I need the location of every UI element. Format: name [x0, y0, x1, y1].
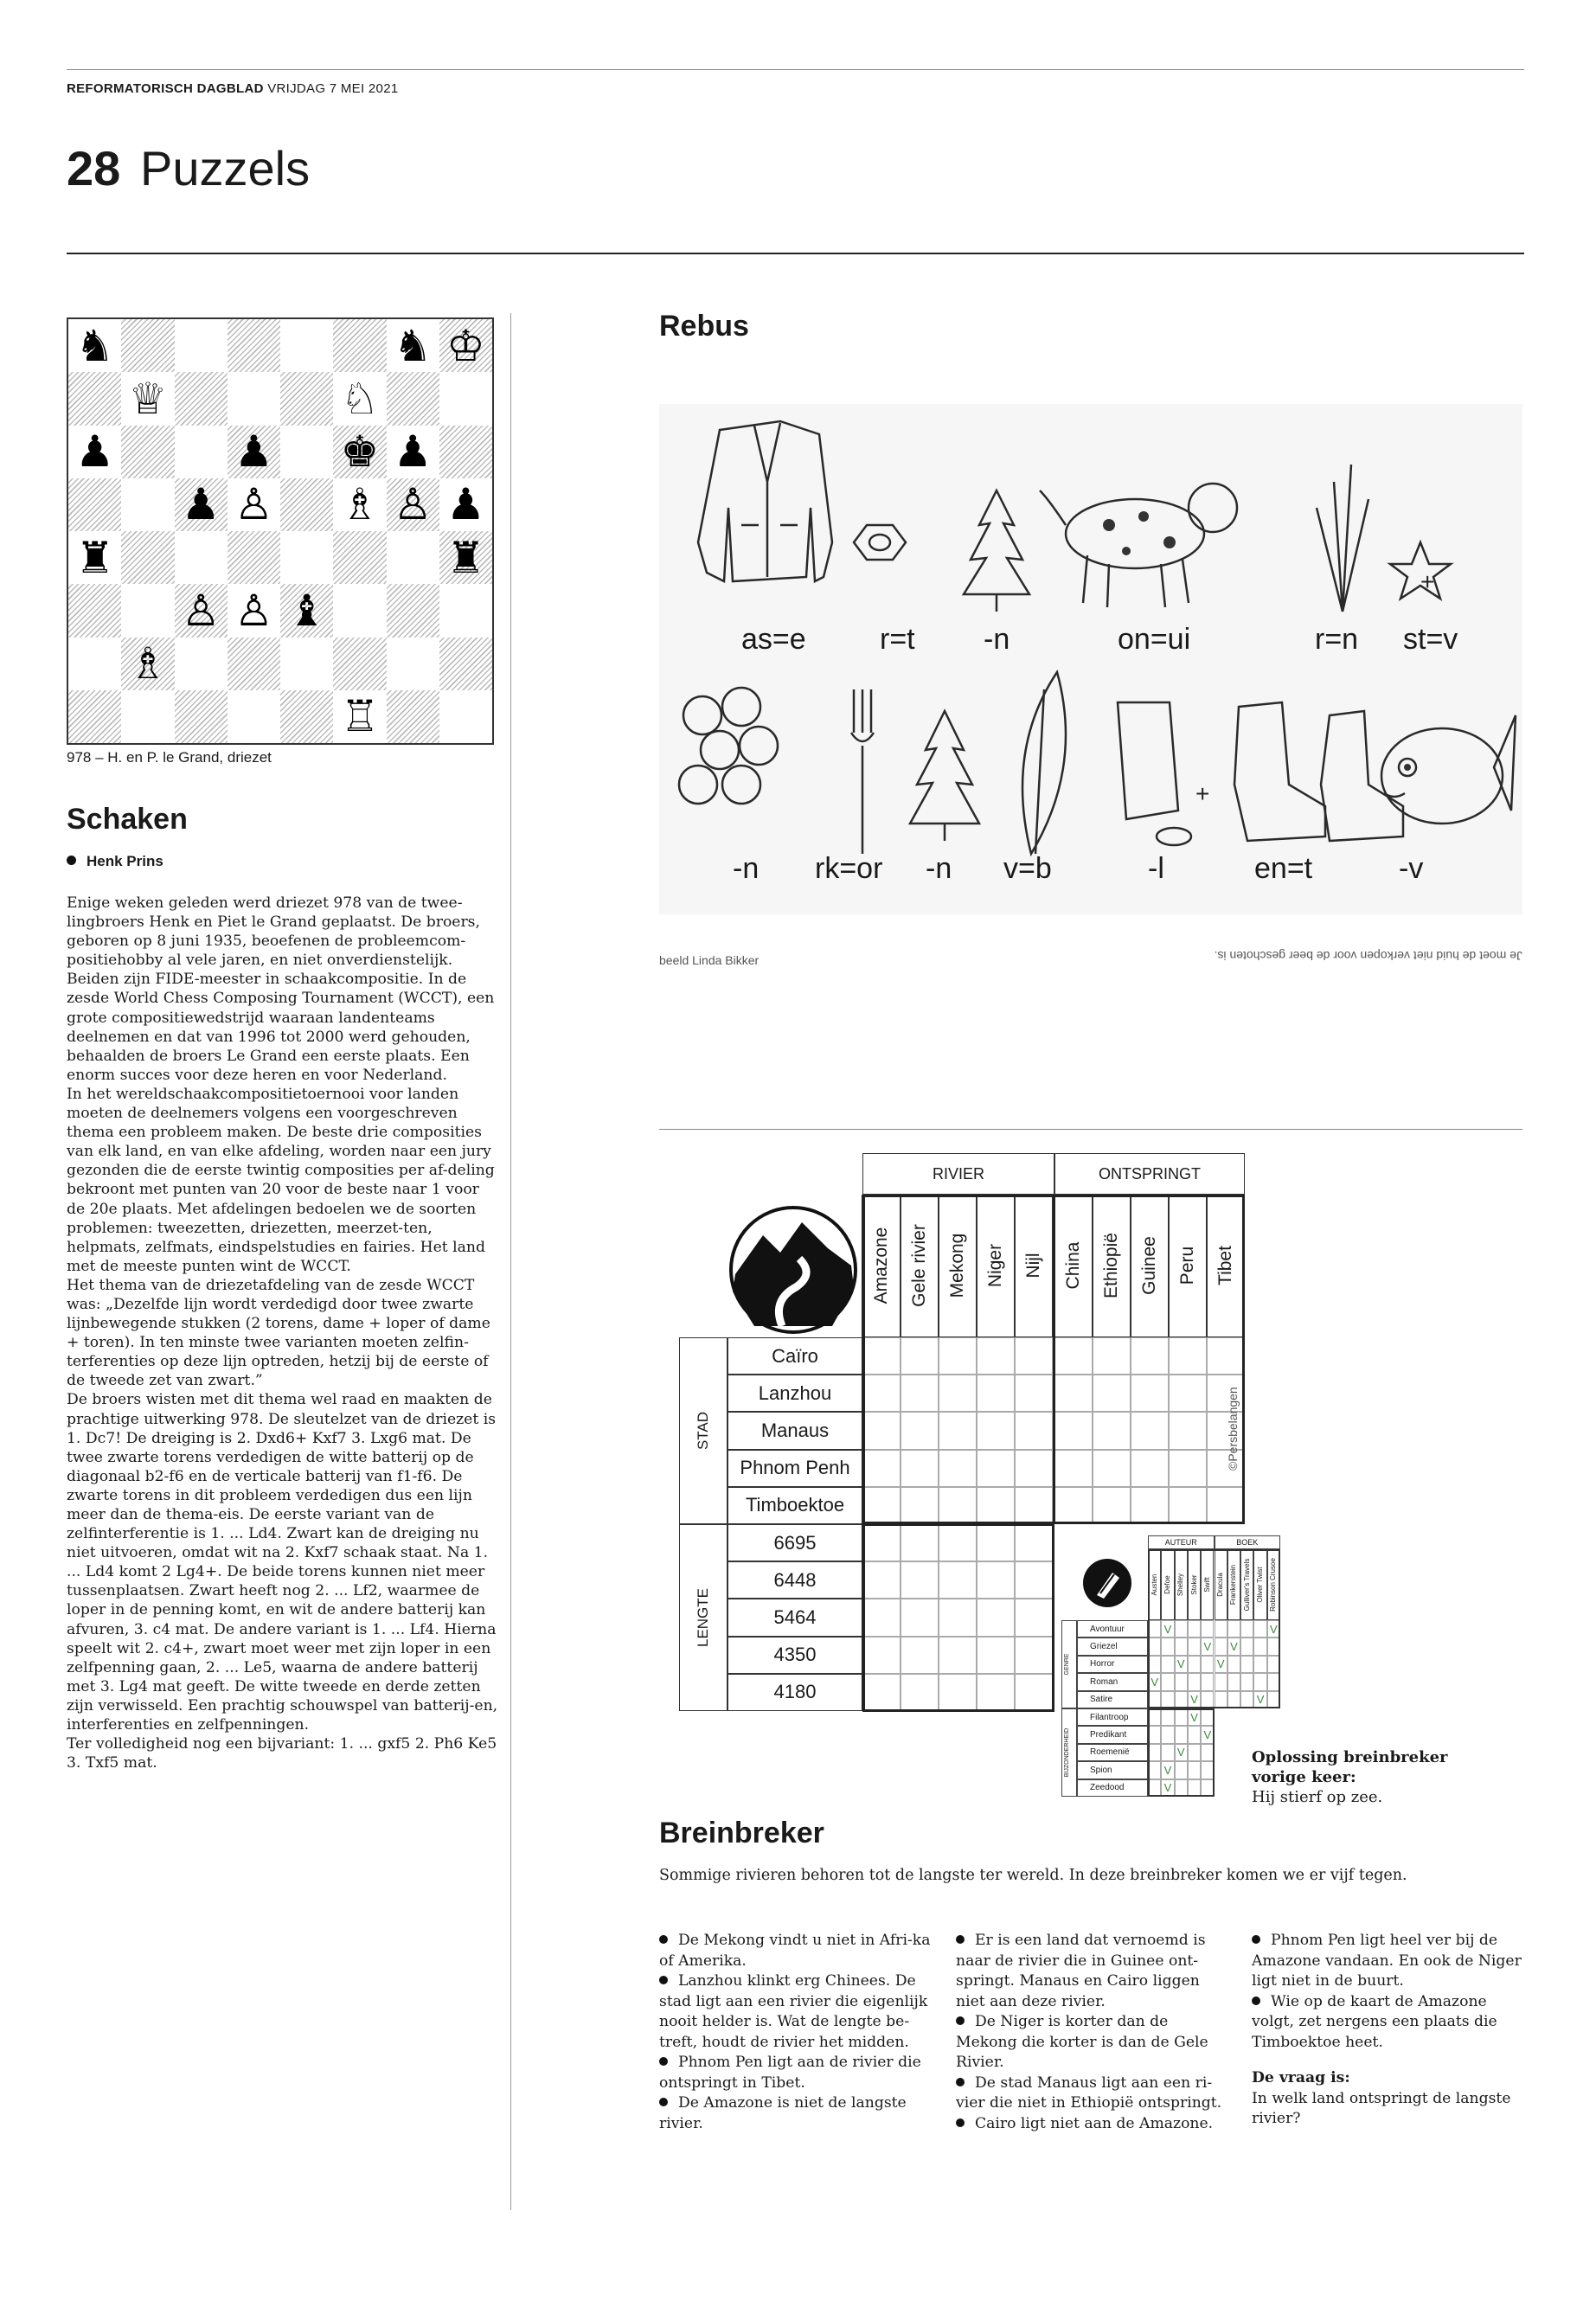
copyright-label: ©Persbelangen — [1226, 1387, 1240, 1471]
chess-piece: ♙ — [234, 479, 273, 530]
chess-square — [333, 319, 386, 372]
column-label: Nijl — [1023, 1253, 1043, 1279]
rebus-credit: beeld Linda Bikker — [659, 953, 760, 967]
rebus-plus: + — [1420, 568, 1435, 595]
chess-square — [228, 638, 280, 690]
column-label: Oliver Twist — [1256, 1567, 1265, 1603]
grid-border — [862, 1523, 1054, 1712]
row-label: Zeedood — [1077, 1779, 1148, 1797]
grid-cell: V — [1175, 1656, 1188, 1673]
chess-piece: ♞ — [75, 320, 115, 371]
column-label: Gele rivier — [909, 1224, 929, 1307]
chess-square — [175, 319, 228, 372]
chess-square — [439, 690, 492, 743]
chess-square — [68, 638, 121, 690]
issue-date: VRIJDAG 7 MEI 2021 — [267, 81, 399, 96]
row-label: Horror — [1077, 1656, 1148, 1673]
chess-square — [175, 531, 228, 584]
rebus-plus: + — [1195, 780, 1210, 807]
rebus-hint: rk=or — [815, 852, 883, 885]
author-name: Henk Prins — [87, 853, 163, 869]
bullet-icon — [1252, 1997, 1260, 2005]
paper-name: REFORMATORISCH DAGBLAD — [67, 81, 264, 96]
article-paragraph: Enige weken geleden werd driezet 978 van de twee-lingbroers Henk en Piet le Grand geplaatst. De broers, geboren op 8 juni 1935, beoefenen de probleemcom-positiehobby al vele jaren, en niet onverdienstelijk. Beiden zijn FIDE-meester in schaakcompositie. In de zesde World Chess Composing Tournament (WCCT), een grote compositiewedstrijd waaraan landenteams deelnemen en dat van 1996 tot 2000 werd gehouden, behaalden de broers Le Grand een eerste plaats. Een enorm succes voor deze heren en voor Nederland. — [67, 894, 495, 1084]
chess-square — [228, 319, 280, 372]
clue-text: De stad Manaus ligt aan een ri-vier die niet in Ethiopië ontspringt. — [956, 2073, 1222, 2112]
chess-square — [439, 584, 492, 637]
chess-piece: ♙ — [234, 585, 273, 636]
chess-piece: ♟ — [75, 426, 115, 478]
chess-square — [175, 638, 228, 690]
tree-drawing — [910, 711, 979, 841]
column-label: Peru — [1177, 1246, 1197, 1285]
row-label: Satire — [1077, 1691, 1148, 1708]
clue — [956, 2114, 1231, 2135]
bullet-icon — [956, 2078, 965, 2086]
chess-piece: ♞ — [393, 320, 433, 371]
chess-square — [228, 372, 280, 425]
bullet-icon — [956, 2016, 965, 2025]
chess-square — [387, 372, 439, 425]
group-header: BOEK — [1215, 1535, 1281, 1549]
clue-text: Phnom Pen ligt heel ver bij de Amazone vandaan. En ook de Niger ligt niet in de buurt. — [1252, 1932, 1522, 1990]
clue-text: De Mekong vindt u niet in Afri-ka of Amerika. — [659, 1932, 931, 1970]
grid-cell: V — [1188, 1691, 1201, 1708]
rebus-hint: -n — [926, 852, 952, 885]
pen-logo-icon — [1081, 1557, 1133, 1609]
chess-square — [175, 372, 228, 425]
column-label: Amazone — [871, 1227, 891, 1304]
chess-article — [67, 894, 499, 1772]
chess-piece: ♟ — [445, 479, 485, 530]
column-label: China — [1063, 1241, 1083, 1290]
grid-cell: V — [1148, 1673, 1161, 1690]
chess-square — [68, 690, 121, 743]
chess-square — [68, 584, 121, 637]
previous-solution — [1252, 1747, 1511, 1807]
chess-square — [280, 372, 333, 425]
bullet-icon — [659, 2057, 668, 2066]
top-rule — [67, 69, 1524, 70]
row-label: 4180 — [727, 1674, 862, 1711]
chess-square — [387, 584, 439, 637]
fish-drawing — [1381, 715, 1516, 824]
clue-text: Er is een land dat vernoemd is naar de rivier die in Guinee ont-springt. Manaus en Cairo liggen niet aan deze rivier. — [956, 1932, 1206, 2010]
rebus-title: Rebus — [659, 310, 749, 343]
nut-drawing — [854, 525, 906, 560]
chess-square — [280, 638, 333, 690]
column-label: Austen — [1150, 1574, 1158, 1596]
rebus-hint: r=n — [1315, 623, 1359, 656]
chess-piece: ♗ — [121, 638, 174, 690]
chess-square — [228, 531, 280, 584]
page-number: 28 — [67, 141, 121, 195]
chess-board — [67, 317, 494, 745]
grid-border — [1148, 1708, 1215, 1797]
row-label: Phnom Penh — [727, 1450, 862, 1487]
rebus-hint: v=b — [1003, 852, 1052, 885]
bullet-icon — [659, 2098, 668, 2106]
coat-drawing — [698, 421, 832, 581]
chess-square — [280, 478, 333, 531]
tube-drawing — [1118, 702, 1191, 845]
buttons-drawing — [679, 688, 778, 804]
solution-title: Oplossing breinbreker — [1252, 1748, 1448, 1766]
header-rule — [67, 253, 1524, 254]
rebus-hint: st=v — [1403, 623, 1458, 656]
article-paragraph: In het wereldschaakcompositietoernooi voor landen moeten de deelnemers volgens een voorgeschreven thema een probleem maken. De beste drie composities van elk land, en van elke afdeling, worden naar een jury gezonden die de eerste twintig composities per af-deling bekroont met punten van 20 voor de beste naar 1 voor de 20e plaats. Met afdelingen bedoelen we de soorten problemen: tweezetten, driezetten, meerzet-ten, helpmats, zelfmats, eindspelstudies en fairies. Het land met de meeste punten wint de WCCT. — [67, 1085, 495, 1275]
chess-square — [439, 638, 492, 690]
question-label-text: De vraag is: — [1252, 2069, 1350, 2086]
clues-column-1 — [659, 1931, 934, 2134]
row-label: 6448 — [727, 1561, 862, 1599]
chess-square — [439, 372, 492, 425]
row-group-label: LENGTE — [695, 1587, 711, 1648]
row-label: Predikant — [1077, 1726, 1148, 1743]
column-label: Shelley — [1176, 1573, 1185, 1597]
rebus-hint: on=ui — [1118, 623, 1191, 656]
rebus-hint: -l — [1148, 852, 1164, 885]
clue — [956, 1931, 1231, 2012]
rebus-hint: as=e — [741, 623, 806, 656]
row-label: Avontuur — [1077, 1620, 1148, 1638]
chess-piece: ♜ — [439, 531, 492, 584]
chess-square — [68, 478, 121, 531]
row-label: Filantroop — [1077, 1708, 1148, 1726]
chess-square — [280, 690, 333, 743]
chess-square — [333, 531, 386, 584]
row-group-label: GENRE — [1064, 1653, 1070, 1676]
row-label: Roemenië — [1077, 1744, 1148, 1761]
grid-cell: V — [1161, 1620, 1174, 1638]
author-line — [67, 853, 163, 870]
column-label: Mekong — [947, 1233, 967, 1298]
chess-square — [387, 638, 439, 690]
row-group-label: BIJZONDERHEID — [1064, 1727, 1070, 1778]
row-label: Roman — [1077, 1673, 1148, 1690]
grid-cell: V — [1215, 1656, 1227, 1673]
column-label: Defoe — [1163, 1575, 1171, 1594]
clue-text: Cairo ligt niet aan de Amazone. — [975, 2114, 1214, 2132]
row-label: 5464 — [727, 1599, 862, 1636]
chess-piece: ♜ — [75, 532, 115, 583]
section-rule — [659, 1129, 1522, 1130]
chess-piece: ♟ — [175, 478, 228, 531]
tree-drawing — [964, 490, 1029, 612]
bullet-icon — [1252, 1935, 1260, 1944]
clue — [659, 1931, 934, 1971]
row-label: Manaus — [727, 1412, 862, 1449]
bullet-icon — [659, 1976, 668, 1984]
column-label: Tibet — [1215, 1246, 1235, 1285]
clue-text: De Amazone is niet de langste rivier. — [659, 2094, 907, 2132]
solution-text: Hij stierf op zee. — [1252, 1788, 1383, 1806]
schaken-title: Schaken — [67, 803, 188, 836]
chess-square — [121, 531, 174, 584]
chess-piece: ♝ — [280, 584, 333, 637]
article-paragraph: Het thema van de driezetafdeling van de zesde WCCT was: „Dezelfde lijn wordt verdedigd door twee zwarte lijnbewegende stukken (2 torens, dame + loper of dame + toren). In ten minste twee varianten moeten zelfin-terferenties op deze lijn optreden, hetzij bij de eerste of de tweede zet van zwart.” — [67, 1276, 490, 1390]
chess-square — [387, 690, 439, 743]
chess-square — [228, 690, 280, 743]
column-label: Robinson Crusoe — [1269, 1558, 1278, 1612]
reed-drawing — [1317, 465, 1368, 612]
chess-square — [280, 426, 333, 478]
bullet-icon — [659, 1935, 668, 1944]
chess-square — [121, 319, 174, 372]
row-label: Lanzhou — [727, 1375, 862, 1412]
question-text: In welk land ontspringt de langste rivier? — [1252, 2089, 1511, 2127]
chess-caption: 978 – H. en P. le Grand, driezet — [67, 749, 272, 766]
fork-drawing — [851, 689, 874, 854]
clue — [1252, 1992, 1527, 2054]
clue-text: De Niger is korter dan de Mekong die korter is dan de Gele Rivier. — [956, 2013, 1208, 2071]
row-label: Timboektoe — [727, 1487, 862, 1524]
chess-square — [121, 478, 174, 531]
rebus-hint: -n — [984, 623, 1010, 656]
chess-square — [68, 372, 121, 425]
grid-cell: V — [1188, 1708, 1201, 1726]
section-title: Puzzels — [140, 141, 311, 195]
grid-cell: V — [1267, 1620, 1280, 1638]
chess-piece: ♟ — [228, 426, 280, 478]
group-header: RIVIER — [862, 1153, 1054, 1195]
rebus-hint: r=t — [880, 623, 915, 656]
grid-border — [1148, 1549, 1280, 1708]
breinbreker-intro: Sommige rivieren behoren tot de langste ter wereld. In deze breinbreker komen we er vijf tegen. — [659, 1867, 1407, 1884]
chess-square — [333, 584, 386, 637]
dog-drawing — [1040, 484, 1237, 607]
column-label: Ethiopië — [1101, 1233, 1121, 1298]
chess-square — [280, 319, 333, 372]
rebus-solution-upside-down: Je moet de huid niet verkopen voor de beer geschoten is. — [1214, 949, 1522, 963]
chess-piece: ♔ — [439, 319, 492, 372]
chess-square — [175, 426, 228, 478]
row-label: Spion — [1077, 1761, 1148, 1779]
grid-border — [1053, 1195, 1055, 1524]
clue — [659, 2053, 934, 2093]
breinbreker-title: Breinbreker — [659, 1817, 824, 1849]
grid-cell: V — [1201, 1726, 1214, 1743]
chess-piece: ♗ — [340, 479, 380, 530]
chess-piece: ♖ — [340, 691, 380, 742]
bullet-icon — [956, 2118, 965, 2127]
row-group-label: STAD — [695, 1411, 711, 1451]
chess-square — [121, 690, 174, 743]
rebus-hint: en=t — [1254, 852, 1313, 885]
clue — [659, 1971, 934, 2053]
chess-square — [333, 638, 386, 690]
grid-cell: V — [1253, 1691, 1266, 1708]
row-label: Caïro — [727, 1337, 862, 1375]
chess-piece: ♙ — [175, 584, 228, 637]
grid-cell: V — [1175, 1744, 1188, 1761]
row-label: Griezel — [1077, 1638, 1148, 1655]
column-label: Frankenstein — [1229, 1564, 1238, 1606]
column-label: Dracula — [1216, 1573, 1225, 1597]
feather-drawing — [1022, 672, 1066, 854]
group-header: AUTEUR — [1148, 1535, 1215, 1549]
grid-cell: V — [1161, 1779, 1174, 1797]
column-label: Swift — [1202, 1577, 1211, 1593]
column-label: Guinee — [1139, 1236, 1159, 1295]
article-paragraph: De broers wisten met dit thema wel raad en maakten de prachtige uitwerking 978. De sleutelzet van de driezet is 1. Dc7! De dreiging is 2. Dxd6+ Kxf7 3. Lxg6 mat. De twee zwarte torens verdedigen de witte batterij op de diagonaal b2-f6 en de verticale batterij van f1-f6. De zwarte torens in dit probleem verdedigen dus een lijn meer dan de thema-eis. De eerste variant van de zelfinterferentie is 1. ... Ld4. Zwart kan de dreiging nu niet uitvoeren, omdat wit na 2. Kxf7 schaak staat. Na 1. ... Ld4 komt 2 Lg4+. De beide torens kunnen niet meer tussenplaatsen. Zwart heeft nog 2. ... Lf2, waarmee de loper in de penning komt, en wit de andere batterij kan afvuren, 3. c4 mat. De andere variant is 1. ... Lf4. Hierna speelt wit 2. c4+, zwart moet weer met zijn loper in een zelfpenning gaan, 2. ... Le5, waarna de andere batterij met 3. Lg4 mat geeft. De witte tweede en derde zetten zijn verwisseld. Een prachtig schouwspel van batterij-en, interferenties en zelfpenningen. — [67, 1391, 498, 1734]
grid-cell: V — [1201, 1638, 1214, 1655]
chess-square — [439, 426, 492, 478]
clue — [1252, 1931, 1527, 1992]
row-label: 4350 — [727, 1637, 862, 1674]
chess-piece: ♚ — [333, 426, 386, 478]
chess-square — [175, 690, 228, 743]
clue-text: Phnom Pen ligt aan de rivier die ontspringt in Tibet. — [659, 2054, 921, 2092]
column-divider — [510, 313, 511, 2210]
chess-square — [387, 531, 439, 584]
column-label: Gulliver's Travels — [1242, 1558, 1251, 1612]
clue — [956, 2012, 1231, 2073]
chess-square — [280, 531, 333, 584]
clue — [659, 2093, 934, 2134]
chess-square — [121, 426, 174, 478]
clue — [956, 2073, 1231, 2114]
boots-drawing — [1234, 702, 1403, 841]
article-paragraph: Ter volledigheid nog een bijvariant: 1. ... gxf5 2. Ph6 Ke5 3. Txf5 mat. — [67, 1735, 497, 1772]
bullet-icon — [956, 1935, 965, 1944]
rebus-illustration — [659, 404, 1522, 914]
column-label: Niger — [985, 1243, 1005, 1288]
clue-text: Wie op de kaart de Amazone volgt, zet nergens een plaats die Timboektoe heet. — [1252, 1992, 1497, 2051]
chess-square — [121, 584, 174, 637]
river-logo-icon — [728, 1205, 858, 1335]
chess-piece: ♙ — [387, 478, 439, 531]
rebus-hint: -n — [733, 852, 760, 885]
column-label: Stoker — [1189, 1574, 1198, 1595]
clues-column-3 — [1252, 1931, 1527, 2130]
chess-piece: ♘ — [340, 373, 380, 424]
masthead — [67, 81, 398, 96]
chess-piece: ♟ — [393, 426, 433, 478]
chess-piece: ♕ — [128, 373, 168, 424]
row-label: 6695 — [727, 1524, 862, 1561]
grid-cell: V — [1227, 1638, 1240, 1655]
clues-column-2 — [956, 1931, 1231, 2134]
clue-text: Lanzhou klinkt erg Chinees. De stad ligt aan een rivier die eigenlijk nooit helder is. Wat de lengte be-treft, houdt de rivier het midden. — [659, 1972, 928, 2051]
question-label — [1252, 2068, 1527, 2089]
solution-title: vorige keer: — [1252, 1768, 1356, 1786]
bullet-icon — [67, 856, 76, 865]
rebus-hint: -v — [1399, 852, 1424, 885]
grid-cell: V — [1161, 1761, 1174, 1779]
group-header: ONTSPRINGT — [1054, 1153, 1245, 1195]
